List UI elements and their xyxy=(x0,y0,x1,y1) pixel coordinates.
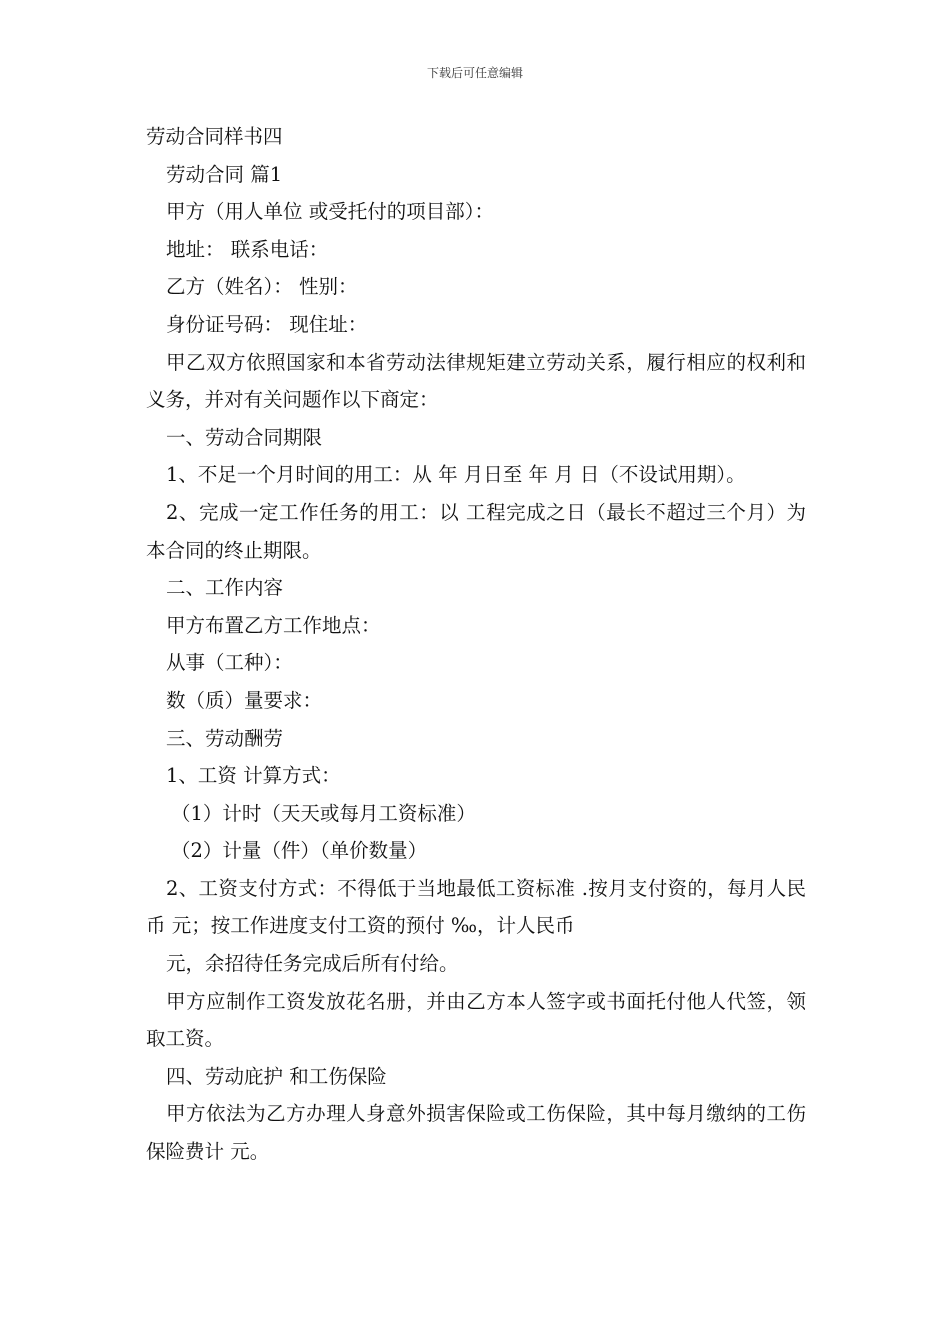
work-location-line: 甲方布置乙方工作地点： xyxy=(166,613,381,637)
intro-paragraph: 甲乙双方依照国家和本省劳动法律规矩建立劳动关系，履行相应的权利和义务，并对有关问题作以下商定： xyxy=(146,350,806,412)
insurance-paragraph: 甲方依法为乙方办理人身意外损害保险或工伤保险，其中每月缴纳的工伤保险费计 元。 xyxy=(146,1102,806,1164)
address-line: 地址： 联系电话： xyxy=(166,237,329,261)
clause-3-2-cont: 元，余招待任务完成后所有付给。 xyxy=(166,952,459,976)
work-type-line: 从事（工种）： xyxy=(166,651,293,675)
clause-3-2: 2、工资支付方式：不得低于当地最低工资标准 .按月支付资的，每月人民币 元；按工作进度支付工资的预付 ‰，计人民币 xyxy=(146,876,806,938)
doc-title: 劳动合同样书四 xyxy=(146,125,283,148)
clause-3-1-b: （2）计量（件）（单价数量） xyxy=(171,839,428,863)
section-2-heading: 二、工作内容 xyxy=(166,576,284,600)
contract-subtitle: 劳动合同 篇1 xyxy=(166,162,283,186)
clause-1-1: 1、不足一个月时间的用工：从 年 月日至 年 月 日（不设试用期）。 xyxy=(166,463,746,487)
clause-3-1-a: （1）计时（天天或每月工资标准） xyxy=(171,801,476,825)
id-line: 身份证号码： 现住址： xyxy=(166,312,368,336)
section-4-heading: 四、劳动庇护 和工伤保险 xyxy=(166,1064,387,1088)
section-3-heading: 三、劳动酬劳 xyxy=(166,726,284,750)
section-1-heading: 一、劳动合同期限 xyxy=(166,425,323,449)
page-header: 下载后可任意编辑 xyxy=(426,66,523,80)
payroll-paragraph: 甲方应制作工资发放花名册，并由乙方本人签字或书面托付他人代签，领取工资。 xyxy=(146,989,806,1051)
clause-3-1: 1、工资 计算方式： xyxy=(166,764,341,788)
party-b-line: 乙方（姓名）： 性别： xyxy=(166,275,358,299)
party-a-line: 甲方（用人单位 或受托付的项目部）： xyxy=(166,200,494,224)
quantity-line: 数（质）量要求： xyxy=(166,688,323,712)
document-body xyxy=(146,118,806,1171)
clause-1-2: 2、完成一定工作任务的用工：以 工程完成之日（最长不超过三个月）为本合同的终止期限。 xyxy=(146,500,806,562)
